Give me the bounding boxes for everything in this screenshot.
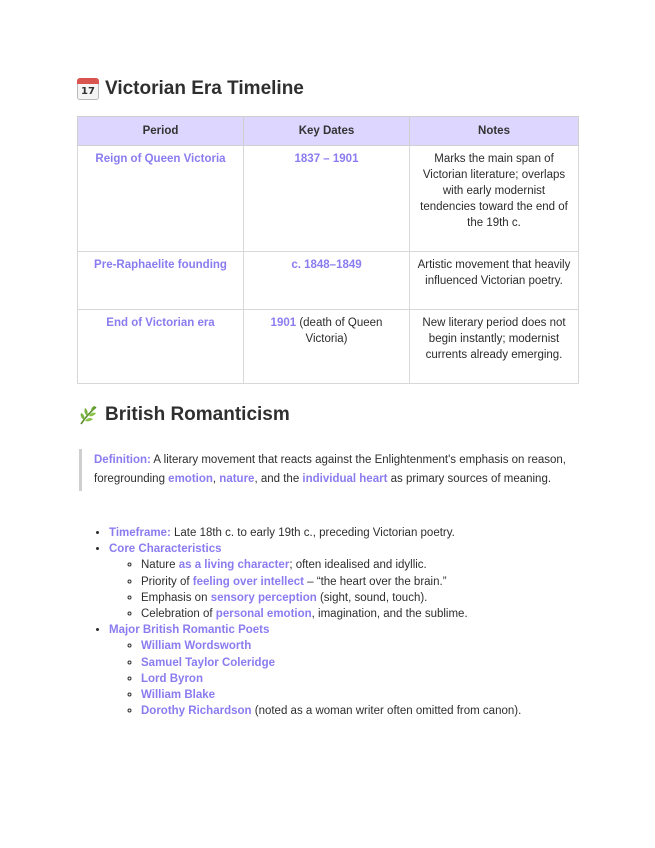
header-notes: Notes xyxy=(410,117,579,146)
date-cell xyxy=(244,252,410,310)
poet-note: (noted as a woman writer often omitted from canon). xyxy=(251,705,522,718)
romanticism-list xyxy=(94,525,559,719)
list-item xyxy=(109,541,559,622)
emphasis-individual-heart: individual heart xyxy=(302,473,388,485)
list-item xyxy=(141,606,559,622)
poet-name: Samuel Taylor Coleridge xyxy=(141,656,275,669)
item-highlight: feeling over intellect xyxy=(192,575,304,588)
date-value: 1901 xyxy=(270,317,297,329)
poets-list xyxy=(109,638,559,719)
definition-separator: , and the xyxy=(254,473,303,485)
definition-text: A literary movement that reacts against the Enlightenment's emphasis on reason, foregrounding xyxy=(94,454,566,485)
timeline-table xyxy=(77,116,579,384)
item-highlight: sensory perception xyxy=(210,591,317,604)
definition-separator: , xyxy=(212,473,220,485)
romanticism-heading xyxy=(77,404,290,426)
header-period: Period xyxy=(78,117,244,146)
item-text: , imagination, and the sublime. xyxy=(311,608,468,621)
timeline-title: Victorian Era Timeline xyxy=(105,78,304,99)
timeframe-text: Late 18th c. to early 19th c., preceding Victorian poetry. xyxy=(170,527,455,539)
item-highlight: as a living character xyxy=(178,559,290,572)
table-row xyxy=(78,146,579,252)
poet-name: William Blake xyxy=(141,689,216,702)
date-value: c. 1848–1849 xyxy=(291,259,362,271)
herb-icon xyxy=(77,404,99,426)
list-item xyxy=(141,671,559,687)
list-item xyxy=(141,703,559,719)
item-text: – “the heart over the brain.” xyxy=(303,575,447,588)
romanticism-title: British Romanticism xyxy=(105,404,290,425)
calendar-icon: 17 xyxy=(77,78,99,100)
item-text: Celebration of xyxy=(141,608,216,621)
item-text: ; often idealised and idyllic. xyxy=(289,559,427,572)
poet-name: Dorothy Richardson xyxy=(141,705,252,718)
item-text: (sight, sound, touch). xyxy=(316,591,428,604)
list-item xyxy=(141,687,559,703)
list-item xyxy=(109,622,559,719)
table-header-row xyxy=(78,117,579,146)
table-row xyxy=(78,252,579,310)
list-item xyxy=(141,655,559,671)
item-text: Nature xyxy=(141,559,179,572)
item-highlight: personal emotion xyxy=(215,608,312,621)
timeframe-label: Timeframe: xyxy=(109,527,171,539)
period-cell: Reign of Queen Victoria xyxy=(78,146,244,252)
emphasis-nature: nature xyxy=(219,473,255,485)
list-item xyxy=(141,574,559,590)
date-extra: (death of Queen Victoria) xyxy=(296,317,383,345)
date-cell xyxy=(244,146,410,252)
item-text: Emphasis on xyxy=(141,591,211,604)
list-item xyxy=(109,525,559,541)
poet-name: Lord Byron xyxy=(141,672,203,685)
poet-name: William Wordsworth xyxy=(141,640,252,653)
period-cell: End of Victorian era xyxy=(78,310,244,384)
date-cell xyxy=(244,310,410,384)
poets-label: Major British Romantic Poets xyxy=(109,624,270,637)
list-item xyxy=(141,590,559,606)
period-cell: Pre-Raphaelite founding xyxy=(78,252,244,310)
emphasis-emotion: emotion xyxy=(168,473,213,485)
core-characteristics-list xyxy=(109,557,559,622)
date-value: 1837 – 1901 xyxy=(294,153,359,165)
core-characteristics-label: Core Characteristics xyxy=(109,543,222,556)
list-item xyxy=(141,557,559,573)
definition-label: Definition: xyxy=(94,454,151,466)
definition-text: as primary sources of meaning. xyxy=(387,473,552,485)
item-text: Priority of xyxy=(141,575,193,588)
notes-cell: Marks the main span of Victorian literature; overlaps with early modernist tendencies toward the end of the 19th c. xyxy=(410,146,579,252)
list-item xyxy=(141,638,559,654)
header-key-dates: Key Dates xyxy=(244,117,410,146)
notes-cell: Artistic movement that heavily influenced Victorian poetry. xyxy=(410,252,579,310)
notes-cell: New literary period does not begin instantly; modernist currents already emerging. xyxy=(410,310,579,384)
table-row xyxy=(78,310,579,384)
timeline-heading xyxy=(77,78,304,100)
definition-blockquote xyxy=(79,449,580,491)
